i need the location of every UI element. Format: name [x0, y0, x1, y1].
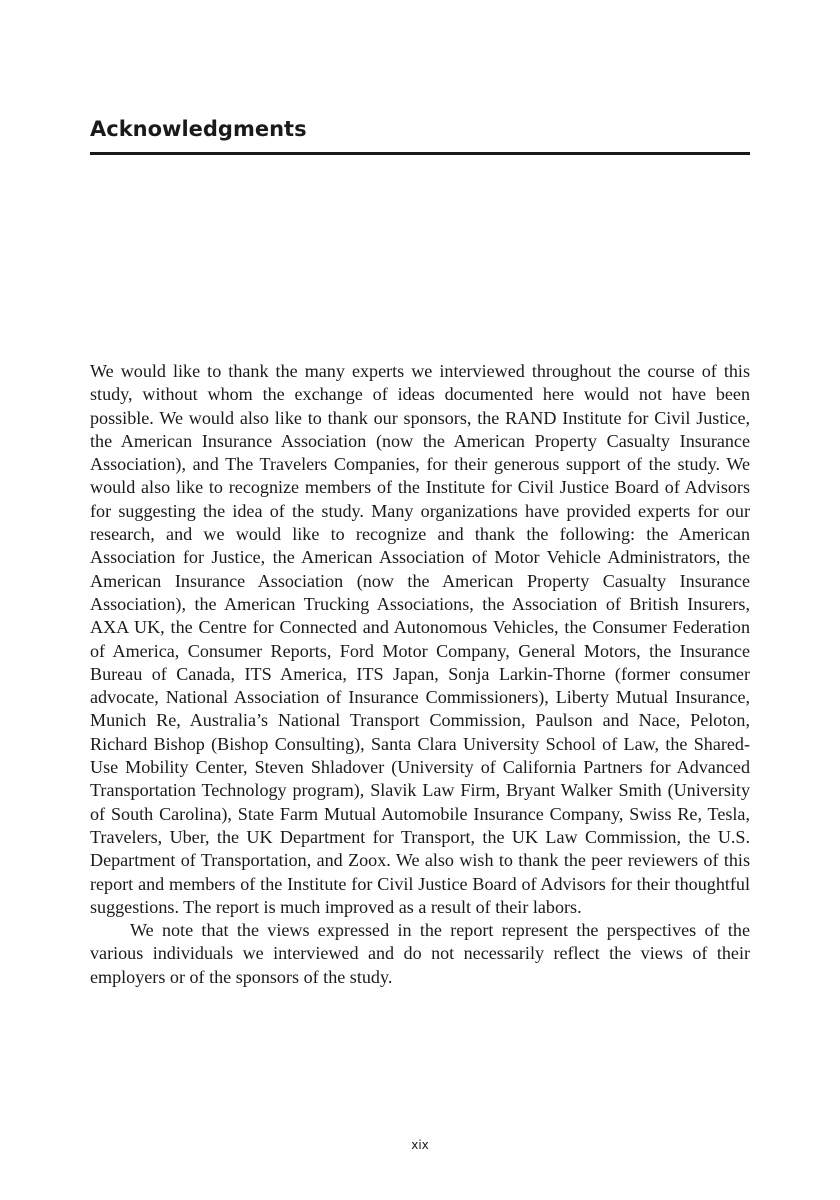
page-number: xix — [411, 1138, 429, 1152]
page-title: Acknowledgments — [90, 117, 307, 141]
heading-rule — [90, 152, 750, 155]
paragraph-1: We would like to thank the many experts we interviewed throughout the course of this study, without whom the exchange of ideas documented here would not have been possible. We would also like to thank our sponsors, the RAND Institute for Civil Justice, the American Insurance Association (now the American Property Casualty Insurance Association), and The Travelers Companies, for their generous support of the study. We would also like to recognize members of the Institute for Civil Justice Board of Advisors for suggesting the idea of the study. Many organizations have provided experts for our research, and we would like to recognize and thank the following: the American Association for Justice, the American Association of Motor Vehicle Administrators, the American Insurance Association (now the American Property Casualty Insurance Association), the American Trucking Associations, the Association of British Insurers, AXA UK, the Centre for Connected and Autonomous Vehicles, the Consumer Federation of America, Consumer Reports, Ford Motor Company, General Motors, the Insurance Bureau of Canada, ITS America, ITS Japan, Sonja Larkin-Thorne (former consumer advocate, National Association of Insurance Commissioners), Liberty Mutual Insurance, Munich Re, Australia’s National Transport Commission, Paulson and Nace, Peloton, Richard Bishop (Bishop Consulting), Santa Clara University School of Law, the Shared-Use Mobility Center, Steven Shladover (University of California Partners for Advanced Transportation Technology program), Slavik Law Firm, Bryant Walker Smith (University of South Carolina), State Farm Mutual Automobile Insurance Company, Swiss Re, Tesla, Travelers, Uber, the UK Department for Transport, the UK Law Commission, the U.S. Department of Transportation, and Zoox. We also wish to thank the peer reviewers of this report and members of the Institute for Civil Justice Board of Advisors for their thoughtful suggestions. The report is much improved as a result of their labors. — [90, 361, 750, 917]
paragraph-2: We note that the views expressed in the report represent the perspectives of the various individuals we interviewed and do not necessarily reflect the views of their employers or of the sponsors of the study. — [90, 920, 750, 987]
body-text — [90, 360, 750, 989]
